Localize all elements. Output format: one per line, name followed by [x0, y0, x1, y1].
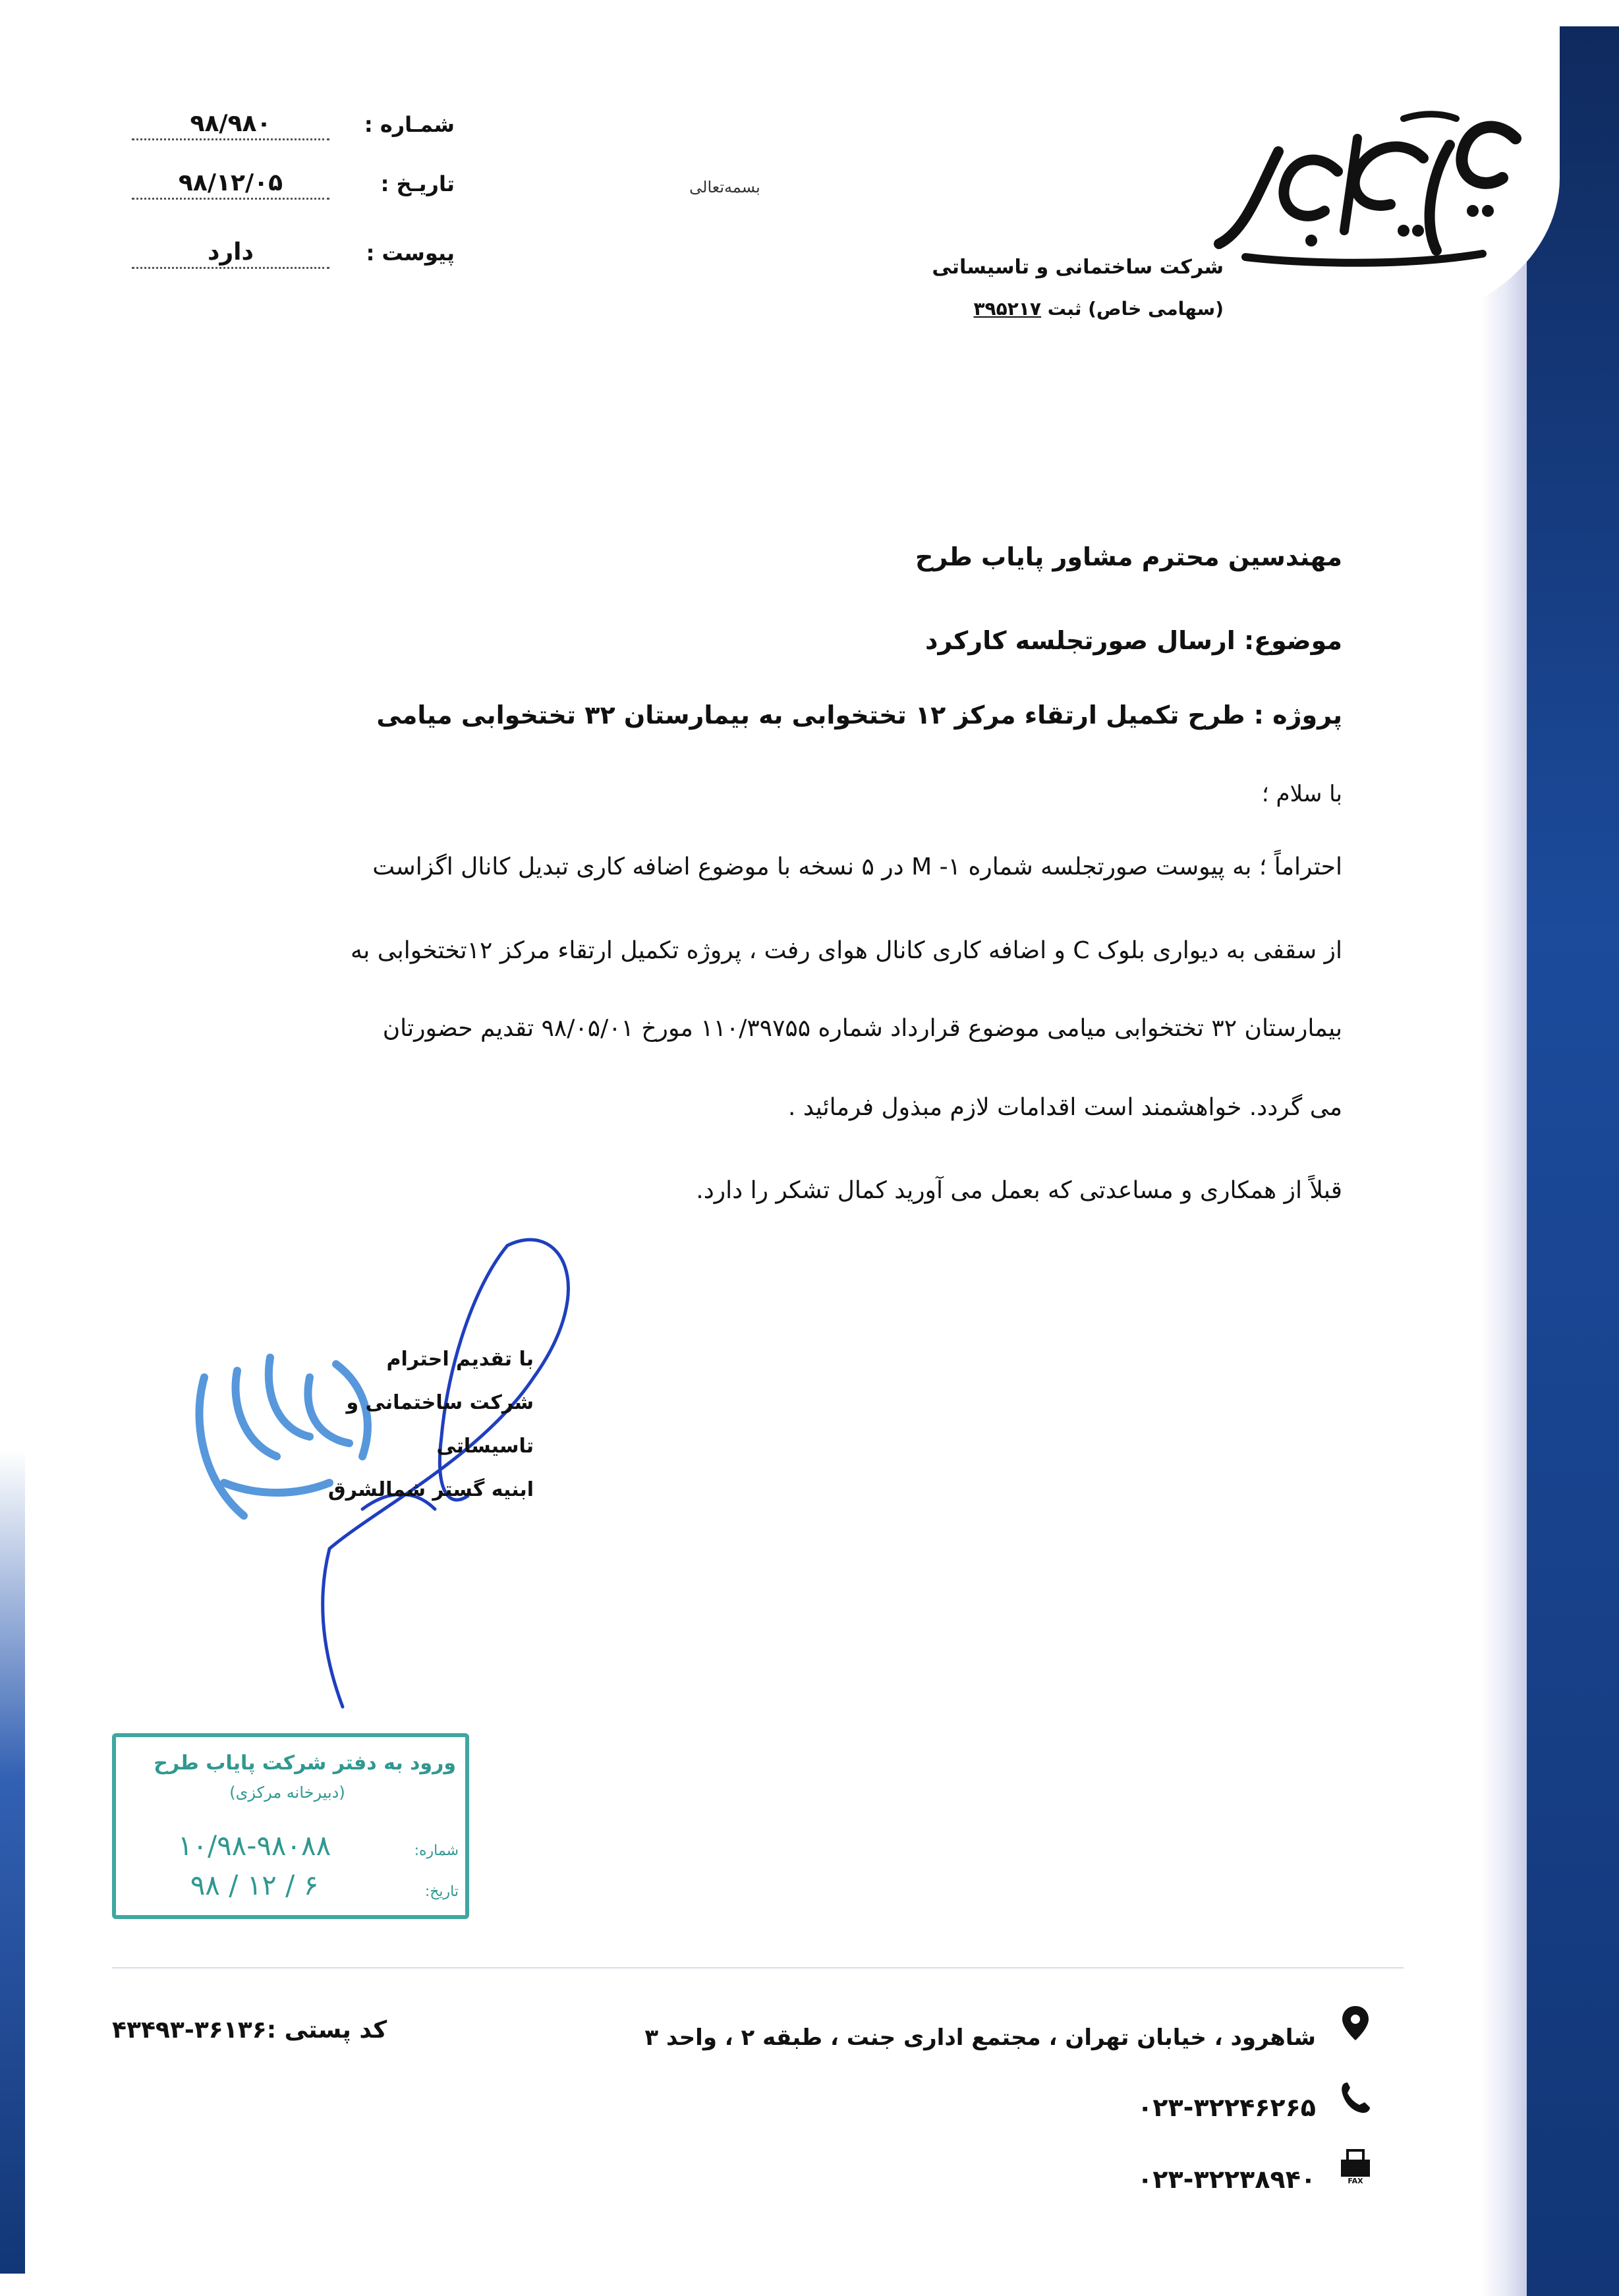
registration-line	[762, 298, 1224, 320]
reception-stamp	[112, 1733, 469, 1919]
attachment-row	[125, 241, 455, 280]
stamp-subtitle: (دبیرخانه مرکزی)	[229, 1783, 345, 1802]
registration-prefix: (سهامی خاص) ثبت	[1047, 298, 1224, 320]
signature-block	[257, 1338, 534, 1512]
attachment-label: پیوست :	[366, 241, 455, 266]
project-line: پروژه : طرح تکمیل ارتقاء مرکز ۱۲ تختخوابی به بیمارستان ۳۲ تختخوابی میامی	[376, 701, 1342, 730]
closing-line: قبلاً از همکاری و مساعدتی که بعمل می آورید کمال تشکر را دارد.	[696, 1177, 1342, 1204]
signature-line-company-name: ابنیه گستر شمالشرق	[327, 1478, 534, 1501]
stamp-date-label: تاریخ:	[424, 1883, 459, 1900]
address: شاهرود ، خیابان تهران ، مجتمع اداری جنت ، طبقه ۲ ، واحد ۳	[644, 2024, 1316, 2051]
recipient-line: مهندسین محترم مشاور پایاب طرح	[915, 542, 1342, 571]
letter-number-value: ۹۸/۹۸۰	[132, 112, 329, 140]
letter-date-value: ۹۸/۱۲/۰۵	[132, 171, 329, 200]
decorative-band-dark	[1527, 26, 1619, 2296]
stamp-title: ورود به دفتر شرکت پایاب طرح	[154, 1752, 456, 1775]
company-logo	[1206, 99, 1535, 277]
fax-icon	[1336, 2145, 1375, 2185]
body-line: می گردد. خواهشمند است اقدامات لازم مبذول فرمائید .	[788, 1094, 1342, 1121]
subject-line: موضوع: ارسال صورتجلسه کارکرد	[924, 626, 1342, 655]
letter-date-row	[125, 171, 455, 211]
greeting: با سلام ؛	[1261, 781, 1342, 807]
decorative-band-light	[1481, 26, 1527, 2296]
phone-number: ۰۲۳-۳۲۲۴۶۲۶۵	[1137, 2093, 1316, 2122]
decorative-band-left	[0, 1450, 25, 2274]
letter-number-label: شمـاره :	[364, 112, 455, 137]
signature-line-company-type: شرکت ساختمانی و تاسیساتی	[346, 1391, 534, 1458]
phone-icon	[1336, 2077, 1375, 2117]
letter-number-row	[125, 112, 455, 152]
body-line: بیمارستان ۳۲ تختخوابی میامی موضوع قرارداد شماره ۱۱۰/۳۹۷۵۵ مورخ ۹۸/۰۵/۰۱ تقدیم حضورتان	[382, 1015, 1342, 1042]
attachment-value: دارد	[132, 241, 329, 269]
body-line: از سقفی به دیواری بلوک C و اضافه کاری کانال هوای رفت ، پروژه تکمیل ارتقاء مرکز ۱۲تختخوابی به	[350, 937, 1342, 964]
fax-number: ۰۲۳-۳۲۲۳۸۹۴۰	[1137, 2165, 1316, 2194]
registration-number: ۳۹۵۲۱۷	[973, 298, 1042, 320]
company-name: شرکت ساختمانی و تاسیساتی	[932, 256, 1224, 279]
stamp-number-label: شماره:	[414, 1843, 459, 1859]
stamp-date-value: ۹۸ / ۱۲ / ۶	[190, 1869, 319, 1901]
postal-code: کد پستی :۳۶۱۳۶-۴۳۴۹۳	[112, 2017, 387, 2044]
body-line: احتراماً ؛ به پیوست صورتجلسه شماره ۱- M در ۵ نسخه با موضوع اضافه کاری تبدیل کانال اگزاست	[372, 853, 1342, 880]
letter-date-label: تاریـخ :	[380, 171, 455, 196]
bismillah: بسمه‌تعالی	[689, 178, 760, 196]
footer-divider	[112, 1967, 1404, 1968]
signature-line-regards: با تقدیم احترام	[386, 1348, 534, 1371]
fax-icon-label: FAX	[1348, 2177, 1363, 2185]
location-pin-icon	[1336, 2003, 1375, 2043]
stamp-number-value: ۱۰/۹۸-۹۸۰۸۸	[177, 1829, 331, 1862]
